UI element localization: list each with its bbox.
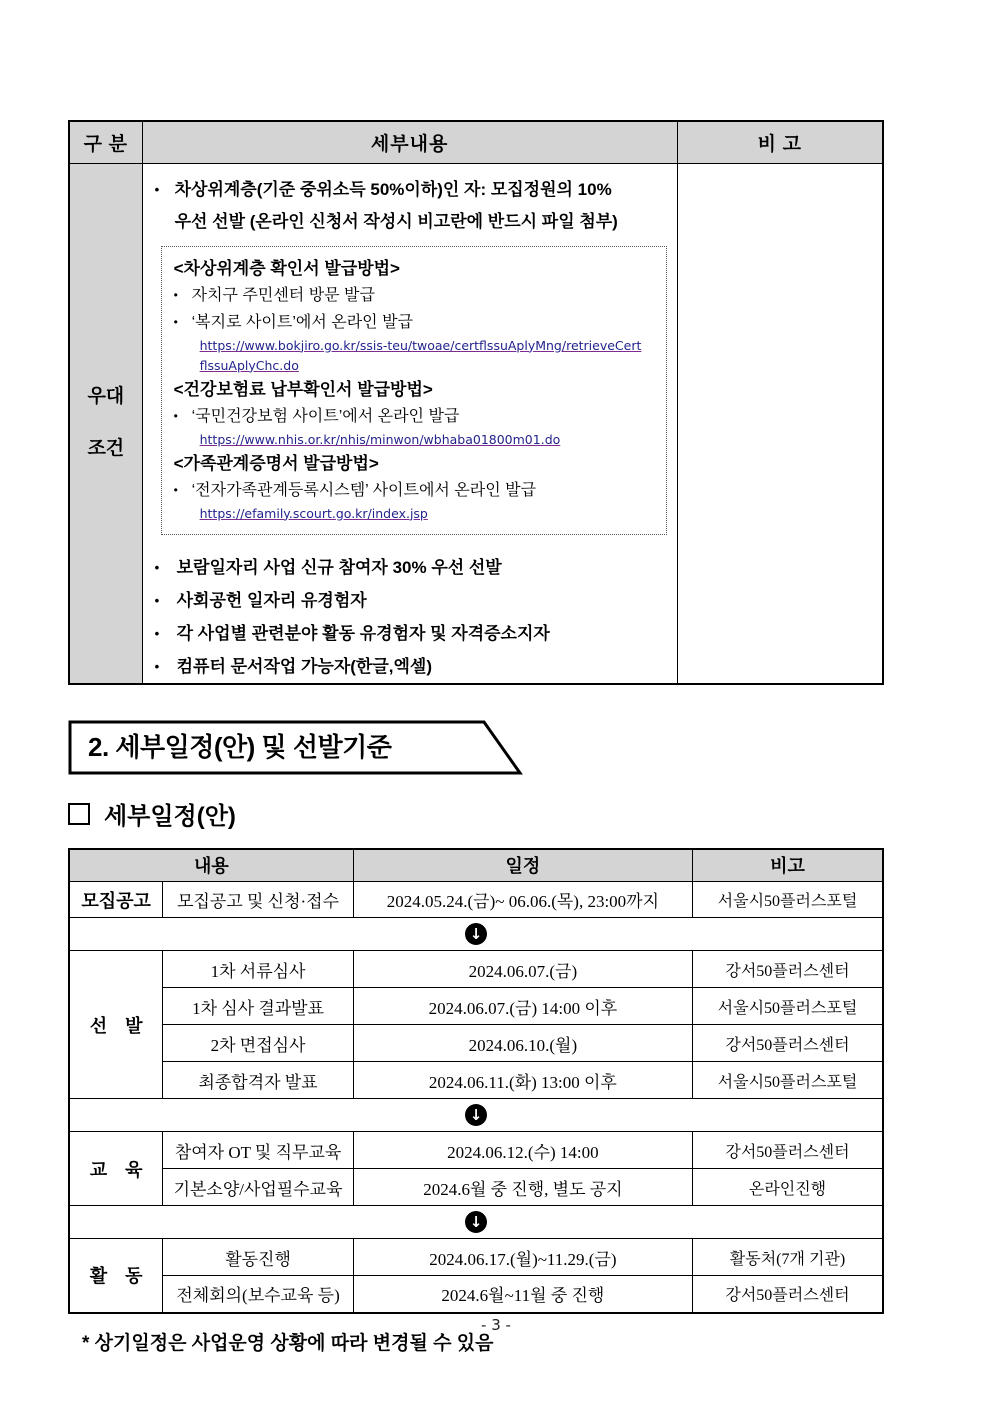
header-content: 내용	[69, 849, 353, 882]
category-cell: 교 육	[69, 1132, 163, 1206]
table-row	[69, 882, 883, 918]
bullet-icon: •	[173, 408, 178, 423]
category-cell: 모집공고	[69, 882, 163, 918]
note-cell: 서울시50플러스포털	[693, 1062, 884, 1099]
bottom-bullet-list	[155, 551, 667, 683]
content-cell: 활동진행	[163, 1239, 353, 1276]
list-item-text: 각 사업별 관련분야 활동 유경험자 및 자격증소지자	[176, 623, 550, 643]
schedule-table	[68, 848, 884, 1314]
table-row	[69, 1025, 883, 1062]
schedule-cell: 2024.06.17.(월)~11.29.(금)	[353, 1239, 692, 1276]
note-cell: 서울시50플러스포털	[693, 988, 884, 1025]
bullet-icon: •	[154, 625, 160, 641]
lead-bullet-text1: 차상위계층(기준 중위소득 50%이하)인 자: 모집정원의 10%	[174, 179, 612, 199]
list-item	[155, 617, 667, 650]
note-cell: 강서50플러스센터	[693, 951, 884, 988]
table-row	[69, 1062, 883, 1099]
box-section-title: <가족관계증명서 발급방법>	[173, 453, 379, 473]
note-cell-empty	[677, 163, 883, 684]
header-schedule: 일정	[353, 849, 692, 882]
box-section-title: <차상위계층 확인서 발급방법>	[173, 258, 400, 278]
details-cell	[142, 163, 677, 684]
note-cell: 온라인진행	[693, 1169, 884, 1206]
header-note: 비 고	[677, 121, 883, 163]
nhis-link[interactable]: https://www.nhis.or.kr/nhis/minwon/wbhaba01800m01.do	[199, 431, 561, 447]
bullet-icon: •	[154, 658, 160, 674]
schedule-cell: 2024.06.07.(금) 14:00 이후	[353, 988, 692, 1025]
list-item	[155, 584, 667, 617]
schedule-cell: 2024.06.07.(금)	[353, 951, 692, 988]
note-cell: 강서50플러스센터	[693, 1132, 884, 1169]
flow-arrow-row	[69, 1099, 883, 1132]
box-section-title: <건강보험료 납부확인서 발급방법>	[173, 379, 433, 399]
down-arrow-icon: ↓	[465, 1211, 487, 1233]
header-note: 비고	[693, 849, 884, 882]
checkbox-square-icon	[68, 803, 90, 825]
lead-bullet-text2: 우선 선발 (온라인 신청서 작성시 비고란에 반드시 파일 첨부)	[174, 211, 618, 231]
schedule-cell: 2024.06.11.(화) 13:00 이후	[353, 1062, 692, 1099]
flow-arrow-row	[69, 918, 883, 951]
header-details: 세부내용	[142, 121, 677, 163]
box-item-text: ‘국민건강보험 사이트’에서 온라인 발급	[191, 407, 460, 425]
category-cell	[69, 163, 142, 684]
content-cell: 1차 서류심사	[163, 951, 353, 988]
down-arrow-icon: ↓	[465, 923, 487, 945]
category-cell: 선 발	[69, 951, 163, 1099]
category-cell: 활 동	[69, 1239, 163, 1313]
flow-arrow-row	[69, 1206, 883, 1239]
table-row	[69, 988, 883, 1025]
note-cell: 강서50플러스센터	[693, 1276, 884, 1313]
list-item	[155, 551, 667, 584]
content-cell: 전체회의(보수교육 등)	[163, 1276, 353, 1313]
flow-arrow-cell	[69, 1099, 883, 1132]
bullet-icon: •	[154, 592, 160, 608]
table-row	[69, 1276, 883, 1313]
category-label-line1: 우대	[87, 386, 125, 407]
section-banner	[68, 720, 528, 776]
header-category: 구 분	[69, 121, 142, 163]
section-heading: 2. 세부일정(안) 및 선발기준	[88, 732, 392, 762]
content-cell: 참여자 OT 및 직무교육	[163, 1132, 353, 1169]
schedule-cell: 2024.06.10.(월)	[353, 1025, 692, 1062]
issuance-info-box	[161, 246, 667, 535]
table-row	[69, 1132, 883, 1169]
content-cell: 최종합격자 발표	[163, 1062, 353, 1099]
list-item-text: 보람일자리 사업 신규 참여자 30% 우선 선발	[176, 557, 502, 577]
box-item	[174, 282, 654, 309]
table-row	[69, 951, 883, 988]
bokjiro-link[interactable]: https://www.bokjiro.go.kr/ssis-teu/twoae/certflssuAplyMng/retrieveCertflssuAplyChc.do	[199, 337, 642, 373]
bullet-icon: •	[173, 287, 178, 302]
schedule-cell: 2024.6월 중 진행, 별도 공지	[353, 1169, 692, 1206]
bullet-icon: •	[173, 314, 178, 329]
category-label-line2: 조건	[87, 438, 125, 459]
flow-arrow-cell	[69, 1206, 883, 1239]
schedule-cell: 2024.6월~11월 중 진행	[353, 1276, 692, 1313]
lead-bullet-line2	[155, 206, 667, 238]
content-cell: 2차 면접심사	[163, 1025, 353, 1062]
bullet-icon: •	[173, 482, 178, 497]
box-item-text: 자치구 주민센터 방문 발급	[191, 286, 375, 304]
note-cell: 강서50플러스센터	[693, 1025, 884, 1062]
content-cell: 기본소양/사업필수교육	[163, 1169, 353, 1206]
bullet-icon: •	[154, 181, 160, 197]
content-cell: 모집공고 및 신청·접수	[163, 882, 353, 918]
box-item	[174, 403, 654, 430]
schedule-cell: 2024.06.12.(수) 14:00	[353, 1132, 692, 1169]
box-item-text: ‘전자가족관계등록시스템’ 사이트에서 온라인 발급	[191, 481, 537, 499]
document-content	[68, 120, 884, 1355]
list-item-text: 사회공헌 일자리 유경험자	[176, 590, 367, 610]
down-arrow-icon: ↓	[465, 1104, 487, 1126]
note-cell: 활동처(7개 기관)	[693, 1239, 884, 1276]
note-cell: 서울시50플러스포털	[693, 882, 884, 918]
list-item	[155, 650, 667, 683]
box-item	[174, 309, 654, 336]
list-item-text: 컴퓨터 문서작업 가능자(한글,엑셀)	[176, 656, 433, 676]
box-item	[174, 477, 654, 504]
lead-bullet-line1	[155, 174, 667, 206]
schedule-footnote: * 상기일정은 사업운영 상황에 따라 변경될 수 있음	[82, 1332, 494, 1354]
table-body-row	[69, 163, 883, 684]
page-number: - 3 -	[481, 1316, 511, 1334]
subsection-title: 세부일정(안)	[104, 803, 236, 830]
table-header-row	[69, 121, 883, 163]
table-row	[69, 1239, 883, 1276]
preferred-conditions-table	[68, 120, 884, 685]
flow-arrow-cell	[69, 918, 883, 951]
content-cell: 1차 심사 결과발표	[163, 988, 353, 1025]
schedule-cell: 2024.05.24.(금)~ 06.06.(목), 23:00까지	[353, 882, 692, 918]
subsection-heading	[68, 796, 884, 832]
table-row	[69, 1169, 883, 1206]
table-header-row	[69, 849, 883, 882]
efamily-link[interactable]: https://efamily.scourt.go.kr/index.jsp	[199, 505, 428, 521]
bullet-icon: •	[154, 559, 160, 575]
box-item-text: ‘복지로 사이트’에서 온라인 발급	[191, 313, 413, 331]
